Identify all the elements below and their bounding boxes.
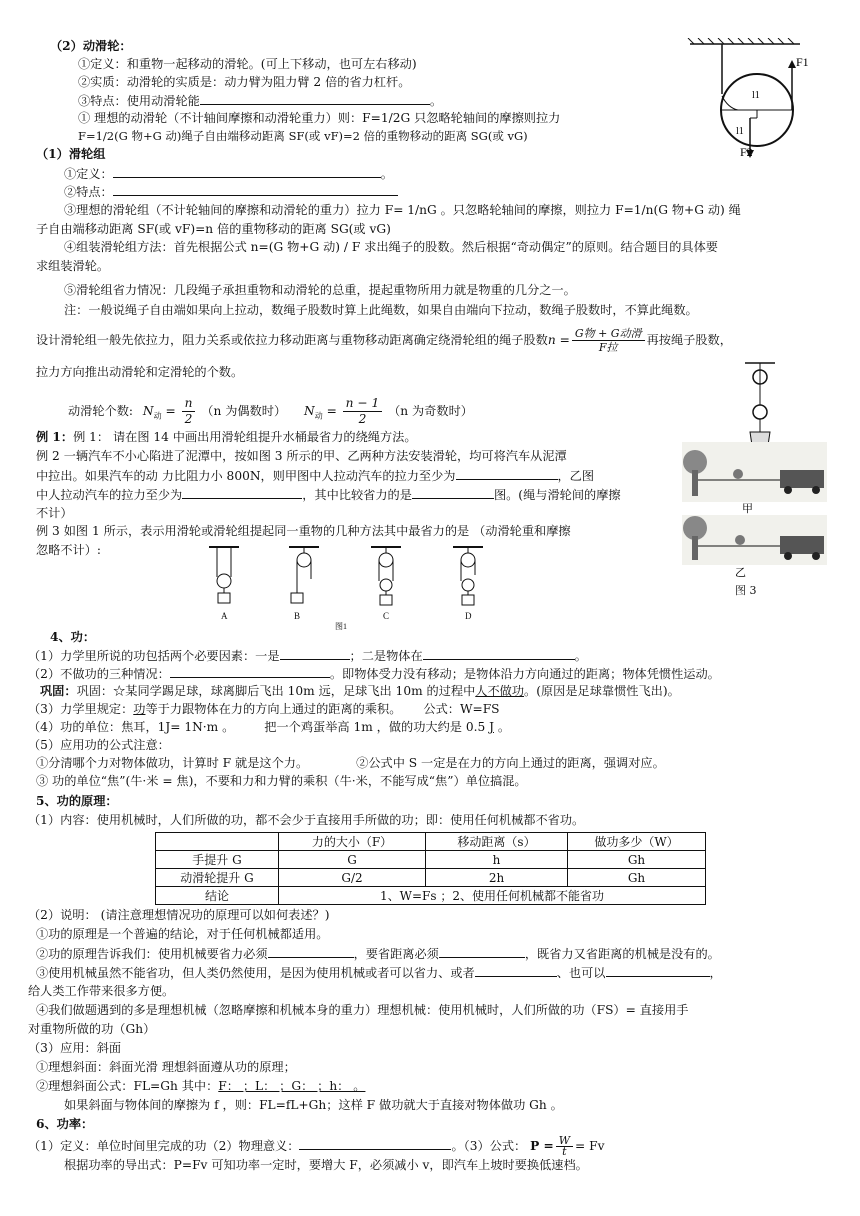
movable-pulley-definition: ①定义：和重物一起移动的滑轮。(可上下移动，也可左右移动) [78, 57, 417, 71]
table-row: 结论 1、W=Fs ；2、使用任何机械都不能省功 [156, 887, 706, 905]
principle-table [155, 832, 706, 905]
work-heading: 4、功： [50, 630, 96, 644]
pulley-block-ideal-1: ③理想的滑轮组（不计轮轴间的摩擦和动滑轮的重力）拉力 F= 1/nG 。只忽略轮轴间的摩擦，则拉力 F=1/n(G 物+G 动) 绳 [64, 203, 741, 217]
work-factors: （1）力学里所说的功包括两个必要因素：一是 ；二是物体在 。 [28, 649, 587, 663]
blank[interactable] [280, 648, 350, 660]
l1-label: l1 [752, 90, 760, 101]
fig3-caption: 图 3 [735, 584, 757, 597]
principle-explain-4: ④我们做题遇到的多是理想机械（忽略摩擦和机械本身的重力）理想机械：使用机械时，人们所做的功（FS）= 直接用手 [36, 1003, 689, 1017]
figure-3-cars [680, 440, 830, 585]
figure-1-pulleys [195, 545, 515, 630]
pulley-block-note: 注：一般说绳子自由端如果向上拉动，数绳子股数时算上此绳数，如果自由端向下拉动，数绳子股数时，不算此绳数。 [64, 303, 698, 317]
example-2-line-4: 不计） [36, 506, 73, 520]
work-unit: （4）功的单位：焦耳，1J= 1N·m 。 把一个鸡蛋举高 1m ，做的功大约是 0.5 J 。 [28, 720, 511, 734]
work-note-3: ③ 功的单位“焦”(牛·米 = 焦)，不要和力和力臂的乘积（牛·米，不能写成“焦”）单位搞混。 [36, 774, 527, 788]
principle-heading: 5、功的原理： [36, 794, 118, 808]
fig3-label-yi: 乙 [735, 567, 746, 579]
pulley-block-ideal-2: 子自由端移动距离 SF(或 vF)=n 倍的重物移动的距离 SG(或 vG) [36, 222, 391, 236]
power-definition: （1）定义：单位时间里完成的功（2）物理意义： 。（3）公式： P = $\frac{W}{t}$ = Fv [28, 1134, 605, 1158]
fig3-label-jia: 甲 [742, 503, 753, 515]
pulley-block-definition: ①定义： 。 [64, 167, 393, 181]
pulley-block-heading: （1）滑轮组 [36, 147, 106, 161]
blank[interactable] [200, 93, 430, 105]
work-formula-notes: （5）应用功的公式注意： [28, 738, 170, 752]
blank[interactable] [475, 965, 557, 977]
table-row: 手提升 G G h Gh [156, 851, 706, 869]
blank[interactable] [182, 487, 302, 499]
work-definition: （3）力学里规定：功等于力跟物体在力的方向上通过的距离的乘积。 公式：W=FS [28, 702, 500, 716]
fig1-label-a: A [221, 611, 228, 621]
blank[interactable] [412, 487, 494, 499]
principle-apply-1: ①理想斜面：斜面光滑 理想斜面遵从功的原理； [36, 1060, 296, 1074]
principle-apply: （3）应用：斜面 [28, 1041, 122, 1055]
example-3-line-1: 例 3 如图 1 所示，表示用滑轮或滑轮组提起同一重物的几种方法其中最省力的是 （动滑轮重和摩擦 [36, 524, 571, 538]
principle-explain: （2）说明： (请注意理想情况功的原理可以如何表述？) [28, 908, 330, 922]
blank[interactable] [113, 184, 398, 196]
blank[interactable] [423, 648, 575, 660]
power-derived: 根据功率的导出式：P=Fv 可知功率一定时，要增大 F，必须减小 v，即汽车上坡时要换低速档。 [64, 1158, 588, 1172]
work-note-1: ①分清哪个力对物体做功，计算时 F 就是这个力。 ②公式中 S 一定是在力的方向上通过的距离，强调对应。 [36, 756, 665, 770]
l2-label: l1 [736, 126, 744, 137]
principle-explain-3b: 给人类工作带来很多方便。 [28, 984, 175, 998]
pulley-block-assemble-1: ④组装滑轮组方法：首先根据公式 n=(G 物+G 动) / F 求出绳子的股数。然后根据“奇动偶定”的原则。结合题目的具体要 [64, 240, 718, 254]
example-1: 例 1：例 1： 请在图 14 中画出用滑轮组提升水桶最省力的绕绳方法。 [36, 430, 417, 444]
f1-label: F1 [796, 55, 809, 69]
blank[interactable] [268, 946, 354, 958]
work-no-work-cases: （2）不做功的三种情况： 。即物体受力没有移动；是物体沿力方向通过的距离；物体凭惯性运动。 [28, 667, 720, 681]
blank[interactable] [299, 1138, 451, 1150]
pulley-block-design-1: 设计滑轮组一般先依拉力，阻力关系或依拉力移动距离与重物移动距离确定绕滑轮组的绳子股数n = $\frac{\text{G物 + G动滑}}{\text{F拉}}$ 再按绳子股数， [36, 327, 732, 354]
principle-explain-1: ①功的原理是一个普遍的结论，对于任何机械都适用。 [36, 927, 329, 941]
pulley-block-saving: ⑤滑轮组省力情况：几段绳子承担重物和动滑轮的总重，提起重物所用力就是物重的几分之一。 [64, 283, 576, 297]
example-2-line-2: 中拉出。如果汽车的动 力比阻力小 800N，则甲图中人拉动汽车的拉力至少为 ，乙图 [36, 469, 595, 483]
fig1-label-d: D [465, 611, 472, 621]
table-row: 力的大小（F） 移动距离（s） 做功多少（W） [156, 833, 706, 851]
fig1-label-c: C [383, 611, 390, 621]
pulley-count-formula: 动滑轮个数: $N_动$ = $\frac{n}{2}$ （n 为偶数时） $N_动$ = $\frac{n - 1}{2}$ （n 为奇数时） [68, 396, 473, 426]
principle-apply-2: ②理想斜面公式：FL=Gh 其中：F： ；L： ；G： ；h： 。 [36, 1079, 366, 1093]
movable-pulley-essence: ②实质：动滑轮的实质是：动力臂为阻力臂 2 倍的省力杠杆。 [78, 75, 411, 89]
movable-pulley-feature: ③特点：使用动滑轮能 。 [78, 94, 443, 108]
movable-pulley-ideal-1: ① 理想的动滑轮（不计轴间摩擦和动滑轮重力）则：F=1/2G 只忽略轮轴间的摩擦则拉力 [78, 111, 561, 125]
principle-explain-2: ②功的原理告诉我们：使用机械要省力必须 ，要省距离必须 ，既省力又省距离的机械是没有的。 [36, 947, 720, 961]
principle-content: （1）内容：使用机械时，人们所做的功，都不会少于直接用手所做的功；即：使用任何机械都不省功。 [28, 813, 585, 827]
principle-apply-3: 如果斜面与物体间的摩擦为 f ，则：FL=fL+Gh；这样 F 做功就大于直接对物体做功 Gh 。 [64, 1098, 563, 1112]
movable-pulley-heading: （2）动滑轮： [50, 39, 132, 53]
blank[interactable] [113, 166, 381, 178]
principle-explain-3: ③使用机械虽然不能省功，但人类仍然使用，是因为使用机械或者可以省力、或者 、也可以 ， [36, 966, 722, 980]
blank[interactable] [439, 946, 525, 958]
fig1-caption: 图1 [335, 622, 347, 630]
example-2-line-1: 例 2 一辆汽车不小心陷进了泥潭中，按如图 3 所示的甲、乙两种方法安装滑轮，均可将汽车从泥潭 [36, 449, 567, 463]
movable-pulley-ideal-2: F=1/2(G 物+G 动)绳子自由端移动距离 SF(或 vF)=2 倍的重物移动的距离 SG(或 vG) [78, 129, 528, 143]
blank[interactable] [456, 468, 558, 480]
work-consolidate: 巩固：巩固：☆某同学踢足球，球离脚后飞出 10m 远，足球飞出 10m 的过程中人不做功。(原因是足球靠惯性飞出)。 [40, 684, 680, 698]
table-row: 动滑轮提升 G G/2 2h Gh [156, 869, 706, 887]
example-3-line-2: 忽略不计）: [36, 543, 102, 557]
f2-label: F2 [740, 145, 753, 159]
blank[interactable] [170, 666, 330, 678]
movable-pulley-figure [680, 38, 830, 163]
pulley-block-assemble-2: 求组装滑轮。 [36, 259, 110, 273]
fig1-label-b: B [294, 611, 301, 621]
example-2-line-3: 中人拉动汽车的拉力至少为 ，其中比较省力的是 图。(绳与滑轮间的摩擦 [36, 488, 621, 502]
power-heading: 6、功率： [36, 1117, 94, 1131]
blank[interactable] [606, 965, 710, 977]
principle-explain-4b: 对重物所做的功（Gh） [28, 1022, 156, 1036]
pulley-block-design-2: 拉力方向推出动滑轮和定滑轮的个数。 [36, 365, 244, 379]
pulley-block-feature: ②特点： [64, 184, 398, 200]
